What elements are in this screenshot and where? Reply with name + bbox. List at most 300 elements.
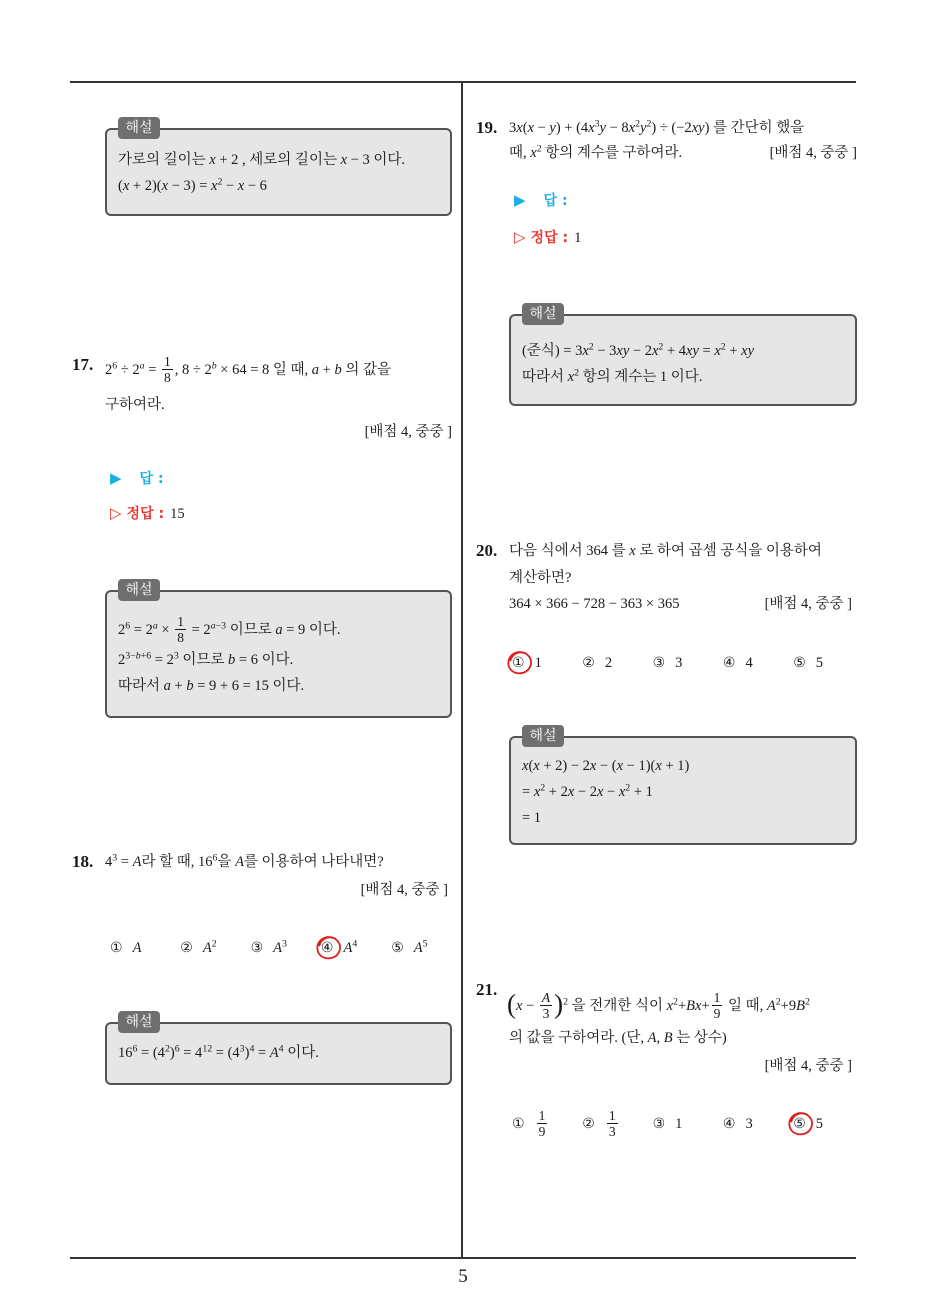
fraction-numerator <box>607 1108 618 1124</box>
choice-option <box>512 1106 582 1142</box>
text-run: ) ÷ (−2 <box>651 120 692 136</box>
text-run: = 1 <box>522 810 542 826</box>
superscript <box>125 651 151 662</box>
text-run: + 1 <box>630 784 653 800</box>
text-run: 3 <box>239 1043 245 1055</box>
question-number-17: 17. <box>72 355 94 374</box>
question-20-score-info: [배점 4, 중중 ] <box>764 596 852 612</box>
text-run: = <box>254 1045 270 1061</box>
math-variable: x <box>651 343 659 359</box>
text-run: − 8 <box>605 120 629 136</box>
text-run: 9 <box>713 1006 721 1022</box>
explanation-line <box>522 779 855 805</box>
text-run: 의 값을 구하여라. (단, <box>509 1030 648 1046</box>
superscript <box>212 939 217 950</box>
math-variable: x <box>616 343 623 359</box>
superscript <box>352 939 357 950</box>
math-variable: A <box>269 1045 279 1061</box>
text-run: 3 <box>509 120 517 136</box>
choice-text <box>203 940 217 956</box>
text-run: 2 <box>625 782 631 794</box>
text-run: 계산하면? <box>509 570 572 586</box>
fraction <box>162 354 173 385</box>
question-19-stem-line <box>509 115 804 141</box>
math-variable: A <box>202 940 212 956</box>
choice-text <box>535 1108 550 1140</box>
question-17-answer-row <box>110 465 164 491</box>
text-run: 4 <box>249 1043 255 1055</box>
text-run: = 2 <box>130 622 153 638</box>
text-run: = 9 + 6 = 15 이다. <box>193 678 305 694</box>
question-21-choice-list <box>512 1106 863 1142</box>
choice-text <box>605 655 612 671</box>
text-run: 5 <box>422 938 428 950</box>
choice-number: ⑤ <box>793 1116 806 1132</box>
explanation-line <box>522 753 855 779</box>
math-variable: A <box>541 990 551 1006</box>
text-run: 16 <box>118 1045 133 1061</box>
text-run: + <box>170 678 187 694</box>
explanation-box-20 <box>509 728 857 845</box>
text-run: 이다. <box>283 1045 319 1061</box>
question-number-20: 20. <box>476 541 498 560</box>
text-run: 6 <box>112 360 118 372</box>
text-run: 2 <box>217 176 223 188</box>
text-run: + 4 <box>663 343 687 359</box>
math-variable: A <box>343 940 353 956</box>
text-run: 2 <box>720 341 726 353</box>
text-run: + <box>677 998 687 1014</box>
text-run: 4 <box>278 1043 284 1055</box>
question-number-19: 19. <box>476 118 498 137</box>
text-run: + 1) <box>661 758 690 774</box>
choice-text <box>816 1116 823 1132</box>
question-17-stem-line <box>105 392 165 418</box>
text-run: 1 <box>713 990 721 1006</box>
math-variable: B <box>686 998 695 1014</box>
text-run: 항의 계수는 1 이다. <box>579 369 703 385</box>
text-run: 를 이용하여 나타내면? <box>243 854 384 870</box>
text-run: 2 <box>164 1043 170 1055</box>
question-17-correct-row <box>110 500 185 526</box>
explanation-label: 해설 <box>522 725 564 747</box>
explanation-line <box>118 147 450 173</box>
choice-number: ③ <box>652 1116 666 1132</box>
question-21-score-info: [배점 4, 중중 ] <box>764 1058 852 1074</box>
text-run: −3 <box>215 620 227 632</box>
text-run: 5 <box>815 655 823 671</box>
text-run: = <box>522 784 534 800</box>
choice-option <box>251 935 321 961</box>
text-run: 3 <box>282 938 287 950</box>
choice-number: ① <box>512 655 525 671</box>
explanation-line <box>118 613 450 647</box>
text-run: 8 <box>177 630 184 646</box>
text-run: 8 <box>164 370 171 386</box>
top-rule <box>70 81 856 83</box>
question-20-stem-line <box>509 565 571 591</box>
fraction <box>537 1108 548 1139</box>
math-variable: y <box>640 120 647 136</box>
text-run: 이므로 <box>178 652 229 668</box>
math-variable: x <box>237 178 245 194</box>
question-17-score-info: [배점 4, 중중 ] <box>364 424 452 440</box>
text-run: 2 <box>673 996 678 1008</box>
big-parenthesis: ) <box>554 989 564 1020</box>
choice-option <box>321 935 391 961</box>
math-variable: A <box>235 854 244 870</box>
math-variable: x <box>629 543 636 559</box>
text-run: 2 <box>536 143 542 155</box>
text-run: = (4 <box>212 1045 240 1061</box>
text-run: 3 <box>173 650 179 662</box>
fraction-denominator <box>537 1124 548 1139</box>
question-20-stem-line <box>509 591 679 617</box>
math-variable: a <box>139 360 145 372</box>
question-19-score-info: [배점 4, 중중 ] <box>769 145 857 161</box>
math-variable: y <box>549 120 556 136</box>
explanation-line <box>118 673 450 699</box>
math-variable: x <box>211 178 218 194</box>
text-run: 따라서 <box>118 678 164 694</box>
question-17-stem-line <box>105 353 391 387</box>
choice-number: ② <box>180 940 193 956</box>
choice-text <box>816 655 823 671</box>
explanation-line <box>522 805 855 831</box>
explanation-line <box>522 338 855 364</box>
question-20-stem-line <box>509 538 822 564</box>
question-18-stem-line <box>105 849 384 875</box>
choice-text <box>745 655 752 671</box>
text-run: − <box>533 120 550 136</box>
math-variable: B <box>796 998 805 1014</box>
math-variable: b <box>211 360 217 372</box>
math-variable: x <box>695 998 702 1014</box>
text-run: 1 <box>538 1108 546 1124</box>
math-variable: y <box>692 343 699 359</box>
text-run: = <box>144 362 160 378</box>
math-variable: x <box>522 758 529 774</box>
explanation-line <box>118 1040 450 1066</box>
choice-number: ③ <box>652 655 666 671</box>
text-run: + 2)( <box>129 178 162 194</box>
text-run: 1 <box>164 354 171 370</box>
text-run: 6 <box>132 1043 138 1055</box>
choice-text <box>273 940 287 956</box>
fraction <box>712 990 723 1021</box>
text-run: 4 <box>105 854 113 870</box>
choice-number: ④ <box>320 940 334 956</box>
fraction-numerator <box>162 354 173 370</box>
math-variable: x <box>516 120 523 136</box>
choice-number: ⑤ <box>793 655 806 671</box>
math-variable: x <box>714 343 721 359</box>
text-run: = 4 <box>179 1045 203 1061</box>
fraction <box>175 614 186 645</box>
answer-label: 답 : <box>139 471 164 487</box>
choice-text <box>535 655 542 671</box>
text-run: − 3 이다. <box>347 152 405 168</box>
choice-number: ⑤ <box>391 940 404 956</box>
choice-option <box>793 650 863 676</box>
explanation-line <box>522 364 855 390</box>
choice-option <box>512 650 582 676</box>
math-variable: x <box>567 369 575 385</box>
text-run: 항의 계수를 구하여라. <box>541 145 683 161</box>
fraction-denominator <box>162 370 173 385</box>
text-run: × 64 = 8 일 때, <box>216 362 312 378</box>
text-run: 1 <box>608 1108 616 1124</box>
choice-option <box>653 650 723 676</box>
fraction-denominator <box>541 1006 552 1021</box>
explanation-line <box>118 647 450 673</box>
text-run: − 6 <box>244 178 267 194</box>
choice-text <box>605 1108 620 1140</box>
choice-text <box>675 655 682 671</box>
text-run: 의 값을 <box>341 362 391 378</box>
text-run: ) <box>244 1045 250 1061</box>
text-run: ) <box>169 1045 175 1061</box>
text-run: 3− <box>125 650 136 662</box>
explanation-box-top <box>105 120 452 216</box>
text-run: + <box>701 998 710 1014</box>
text-run: (준식) = 3 <box>522 343 583 359</box>
choice-option <box>582 650 652 676</box>
math-variable: x <box>686 343 693 359</box>
choice-text <box>343 940 357 956</box>
column-divider <box>461 82 463 1258</box>
question-20-choice-list <box>512 650 863 676</box>
text-run: 2 <box>804 996 810 1008</box>
math-variable: b <box>334 362 342 378</box>
text-run: − 2 <box>574 784 597 800</box>
math-variable: y <box>622 343 630 359</box>
math-variable: x <box>666 998 674 1014</box>
text-run: 2 <box>646 118 652 130</box>
question-number-21: 21. <box>476 980 498 999</box>
choice-text <box>133 940 142 956</box>
choice-option <box>723 1106 793 1142</box>
answer-label: 답 : <box>543 193 568 209</box>
correct-arrow-icon: ▷ <box>514 228 526 246</box>
choice-text <box>675 1116 682 1132</box>
explanation-label: 해설 <box>118 117 160 139</box>
text-run: 2 <box>118 652 126 668</box>
text-run: , <box>656 1030 664 1046</box>
text-run: ) + (4 <box>555 120 589 136</box>
text-run: 2 <box>563 996 569 1008</box>
text-run: = 9 이다. <box>282 622 341 638</box>
text-run: 라 할 때, 16 <box>141 854 213 870</box>
superscript <box>423 939 428 950</box>
text-run: 2 <box>105 362 113 378</box>
text-run: − 3 <box>593 343 617 359</box>
text-run: 364 × 366 − 728 − 363 × 365 <box>509 596 680 612</box>
math-variable: A <box>647 1030 657 1046</box>
text-run: ) 를 간단히 했을 <box>704 120 805 136</box>
text-run: = (4 <box>137 1045 165 1061</box>
text-run: 2 <box>574 367 580 379</box>
choice-option <box>110 935 180 961</box>
text-run: 로 하여 곱셈 공식을 이용하여 <box>635 543 822 559</box>
text-run: 는 상수) <box>672 1030 727 1046</box>
question-number-18: 18. <box>72 852 94 871</box>
answer-arrow-icon: ▶ <box>514 191 526 209</box>
text-run: 이므로 <box>226 622 276 638</box>
correct-value: 1 <box>574 230 582 246</box>
text-run: − 1)( <box>623 758 656 774</box>
choice-text <box>414 940 428 956</box>
question-19-correct-row <box>514 224 581 250</box>
text-run: 을 전개한 식이 <box>568 998 667 1014</box>
question-18-choice-list <box>110 935 461 961</box>
math-variable: b <box>228 652 236 668</box>
text-run: 3 <box>594 118 600 130</box>
text-run: − <box>603 784 619 800</box>
choice-option <box>391 935 461 961</box>
math-variable: A <box>413 940 423 956</box>
choice-option <box>793 1106 863 1142</box>
text-run: 2 <box>775 996 781 1008</box>
math-variable: a <box>163 678 171 694</box>
math-variable: y <box>599 120 606 136</box>
question-21-stem-line <box>507 987 810 1025</box>
fraction <box>607 1108 618 1139</box>
text-run: + <box>319 362 335 378</box>
big-parenthesis: ( <box>507 989 516 1020</box>
choice-number: ① <box>512 1116 525 1132</box>
text-run: = 6 이다. <box>235 652 294 668</box>
text-run: 6 <box>212 852 218 864</box>
choice-number: ② <box>582 1116 595 1132</box>
math-variable: x <box>588 120 595 136</box>
math-variable: x <box>741 343 748 359</box>
text-run: 5 <box>815 1116 823 1132</box>
math-variable: a <box>311 362 320 378</box>
explanation-label: 해설 <box>118 579 160 601</box>
explanation-label: 해설 <box>522 303 564 325</box>
text-run: 6 <box>125 620 131 632</box>
math-variable: x <box>589 758 597 774</box>
text-run: 2 <box>118 622 126 638</box>
choice-text <box>745 1116 752 1132</box>
math-variable: x <box>533 758 540 774</box>
text-run: = 2 <box>151 652 174 668</box>
text-run: = <box>117 854 133 870</box>
text-run: 1 <box>177 614 184 630</box>
text-run: − <box>222 178 238 194</box>
math-variable: A <box>132 940 142 956</box>
math-variable: a <box>275 622 283 638</box>
math-variable: x <box>161 178 169 194</box>
text-run: 1 <box>534 655 542 671</box>
text-run: 3 <box>608 1124 616 1140</box>
fraction-numerator <box>537 1108 548 1124</box>
choice-option <box>653 1106 723 1142</box>
math-variable: x <box>527 120 534 136</box>
text-run: ( <box>118 178 123 194</box>
math-variable: x <box>628 120 636 136</box>
page-number: 5 <box>458 1266 468 1287</box>
choice-option <box>582 1106 652 1142</box>
text-run: + 2) − 2 <box>539 758 590 774</box>
text-run: − 3) = <box>168 178 211 194</box>
math-variable: A <box>132 854 142 870</box>
math-variable: x <box>618 784 626 800</box>
fraction <box>540 990 552 1021</box>
choice-number: ② <box>582 655 595 671</box>
correct-value: 15 <box>170 506 185 522</box>
math-variable: x <box>533 784 541 800</box>
text-run: 1 <box>675 1116 683 1132</box>
math-variable: x <box>616 758 624 774</box>
correct-label: 정답 : <box>530 230 569 246</box>
text-run: 3 <box>675 655 683 671</box>
text-run: = <box>698 343 715 359</box>
choice-number: ③ <box>250 940 264 956</box>
math-variable: a <box>152 620 158 632</box>
text-run: 2 <box>588 341 594 353</box>
text-run: − 2 <box>629 343 652 359</box>
math-variable: a <box>210 620 216 632</box>
math-variable: x <box>340 152 348 168</box>
text-run: +6 <box>140 650 152 662</box>
math-variable: x <box>122 178 130 194</box>
text-run: 4 <box>745 655 753 671</box>
math-variable: y <box>747 343 754 359</box>
choice-number: ④ <box>722 1116 736 1132</box>
choice-option <box>180 935 250 961</box>
text-run: − ( <box>596 758 617 774</box>
math-variable: x <box>567 784 575 800</box>
question-21-stem-line <box>509 1025 727 1051</box>
text-run: 6 <box>174 1043 180 1055</box>
text-run: 일 때, <box>724 998 767 1014</box>
choice-number: ① <box>110 940 123 956</box>
text-run: 9 <box>538 1124 546 1140</box>
math-variable: x <box>530 145 537 161</box>
choice-number: ④ <box>722 655 736 671</box>
math-variable: x <box>582 343 589 359</box>
text-run: 4 <box>352 938 358 950</box>
text-run: 을 <box>217 854 236 870</box>
text-run: + 2 , 세로의 길이는 <box>215 152 341 168</box>
math-variable: y <box>698 120 705 136</box>
math-variable: x <box>596 784 604 800</box>
fraction-numerator <box>712 990 723 1006</box>
superscript <box>211 621 226 632</box>
explanation-box-18 <box>105 1014 452 1085</box>
answer-arrow-icon: ▶ <box>110 469 122 487</box>
text-run: , 8 ÷ 2 <box>174 362 212 378</box>
text-run: 2 <box>540 782 546 794</box>
text-run: 따라서 <box>522 369 568 385</box>
text-run: + <box>725 343 742 359</box>
fraction-numerator <box>540 990 552 1006</box>
math-variable: x <box>655 758 662 774</box>
text-run: = 2 <box>187 622 211 638</box>
text-run: ÷ 2 <box>117 362 140 378</box>
math-variable: x <box>209 152 216 168</box>
fraction-numerator <box>175 614 186 630</box>
text-run: 3 <box>745 1116 753 1132</box>
bottom-rule <box>70 1257 856 1259</box>
explanation-box-17 <box>105 582 452 718</box>
explanation-box-19 <box>509 306 857 406</box>
text-run: 2 <box>658 341 664 353</box>
math-variable: B <box>663 1030 673 1046</box>
superscript <box>282 939 287 950</box>
